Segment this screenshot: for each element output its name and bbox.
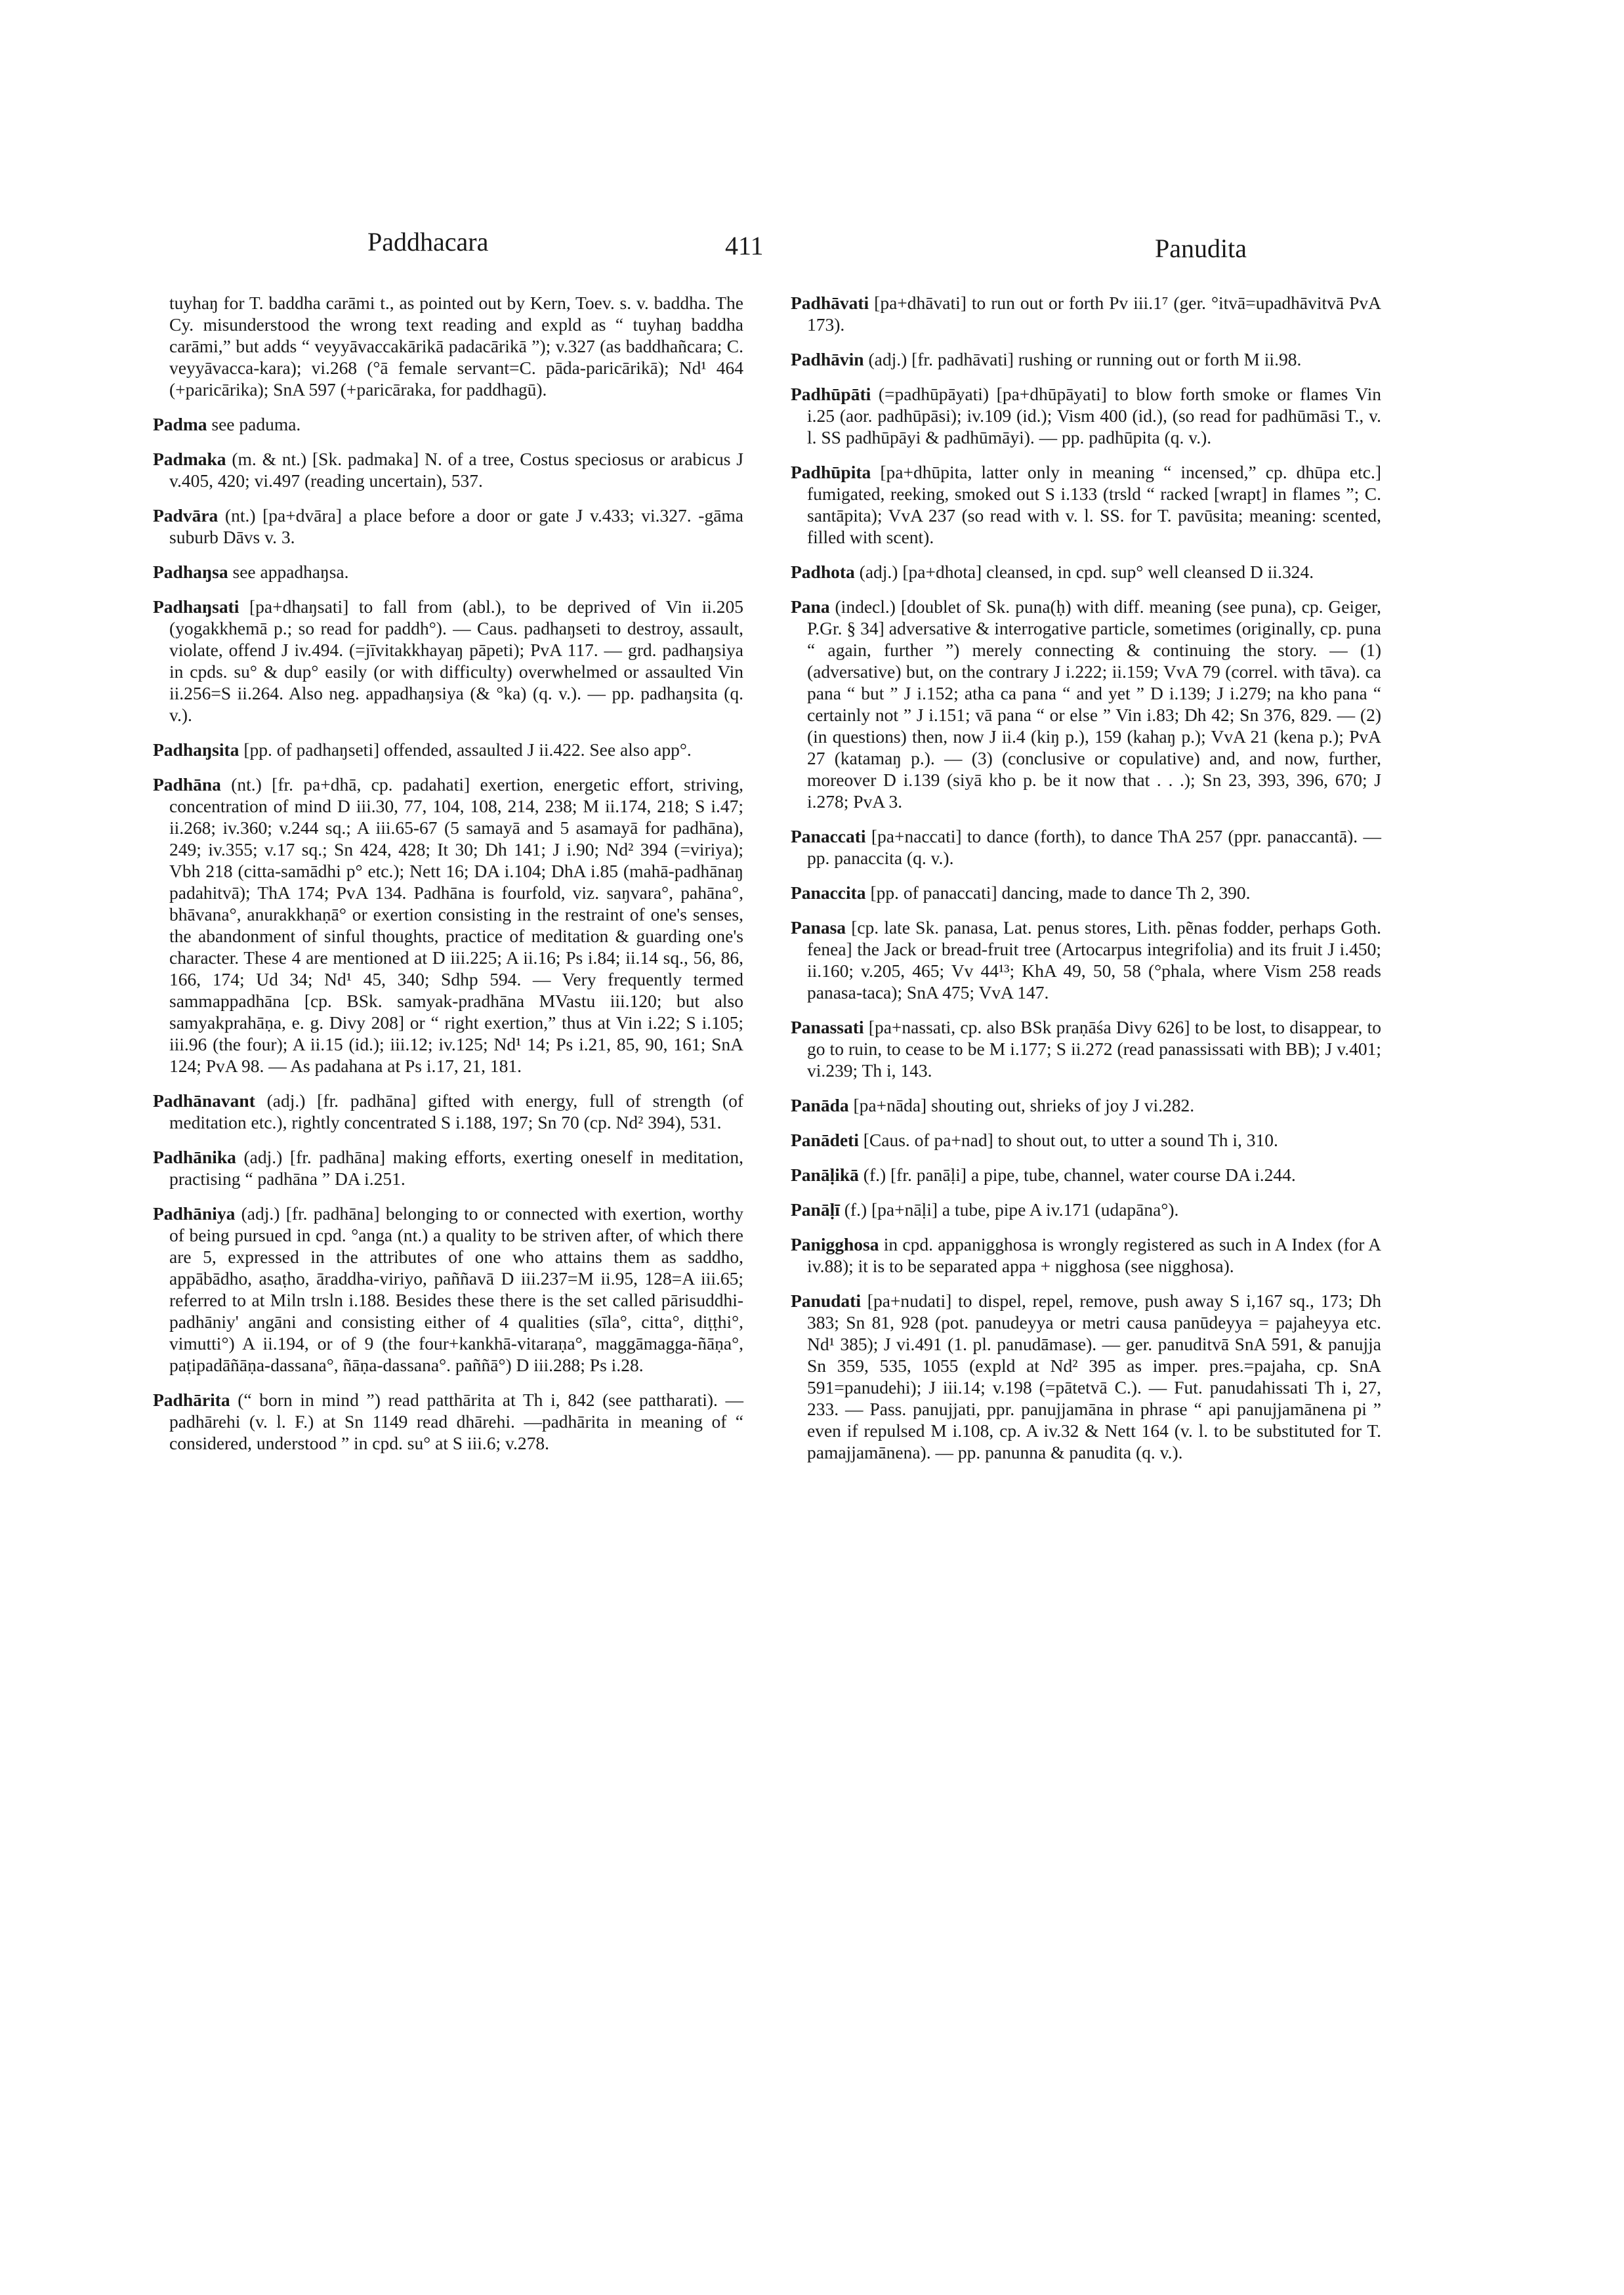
- dictionary-entry: [153, 413, 743, 435]
- entry-text: (f.) [pa+nāḷi] a tube, pipe A iv.171 (udapāna°).: [839, 1199, 1179, 1220]
- entry-text: [pp. of panaccati] dancing, made to dance Th 2, 390.: [865, 882, 1251, 903]
- entry-text: [pp. of padhaŋseti] offended, assaulted J ii.422. See also app°.: [239, 739, 692, 760]
- dictionary-entry: [153, 774, 743, 1077]
- entry-headword: Padhāvin: [791, 349, 864, 369]
- dictionary-entry: [153, 292, 743, 400]
- entry-text: (“ born in mind ”) read patthārita at Th i, 842 (see pattharati). —padhārehi (v. l. F.) at Sn 1149 read dhārehi. —padhārita in meaning of “ considered, understood ” in cpd. su° at S iii.6; v.278.: [169, 1390, 743, 1453]
- entry-headword: Padhāniya: [153, 1203, 236, 1224]
- dictionary-entry: [153, 505, 743, 548]
- entry-headword: Panāda: [791, 1095, 849, 1115]
- dictionary-entry: [153, 561, 743, 583]
- entry-text: (f.) [fr. panāḷi] a pipe, tube, channel, water course DA i.244.: [858, 1165, 1296, 1185]
- dictionary-entry: [153, 448, 743, 491]
- dictionary-entry: [791, 882, 1381, 903]
- dictionary-entry: [153, 1146, 743, 1189]
- entry-headword: Panāḷī: [791, 1199, 840, 1220]
- entry-headword: Panudati: [791, 1291, 861, 1311]
- entry-headword: Panaccita: [791, 882, 866, 903]
- dictionary-entry: [791, 348, 1381, 370]
- entry-text: (indecl.) [doublet of Sk. puna(ḥ) with diff. meaning (see puna), cp. Geiger, P.Gr. § 34] adversative & interrogative particle, sometimes (originally, cp. puna “ again, further ”) merely connecting & continuing the story. — (1) (adversative) but, on the contrary J i.222; ii.159; VvA 79 (correl. with tāva). ca pana “ but ” J i.152; atha ca pana “ and yet ” D i.139; J i.279; na kho pana “ certainly not ” J i.151; vā pana “ or else ” Vin i.83; Dh 42; Sn 376, 829. — (2) (in questions) then, now J ii.4 (kiŋ p.), 159 (kahaŋ p.); VvA 21 (kena p.); PvA 27 (katamaŋ p.). — (3) (conclusive or copulative) and, and now, further, moreover D i.139 (siyā kho p. be it now that . . .); Sn 23, 393, 396, 670; J i.278; PvA 3.: [807, 596, 1381, 812]
- dictionary-entry: [791, 1094, 1381, 1116]
- entry-headword: Padhānavant: [153, 1090, 255, 1111]
- entry-text: (nt.) [fr. pa+dhā, cp. padahati] exertion, energetic effort, striving, concentration of mind D iii.30, 77, 104, 108, 214, 238; M ii.174, 218; S i.47; ii.268; iv.360; v.244 sq.; A iii.65-67 (5 samayā and 5 asamayā for padhāna), 249; iv.355; v.17 sq.; Sn 424, 428; It 30; Dh 141; J i.90; Nd² 394 (=viriya); Vbh 218 (citta-samādhi p° etc.); Nett 16; DA i.104; DhA i.85 (mahā-padhānaŋ padahitvā); ThA 174; PvA 134. Padhāna is fourfold, viz. saŋvara°, pahāna°, bhāvana°, anurakkhaṇā° or exertion consisting in the restraint of one's senses, the abandonment of sinful thoughts, practice of meditation & guarding one's character. These 4 are mentioned at D iii.225; A ii.16; Ps i.84; ii.14 sq., 56, 86, 166, 174; Ud 34; Nd¹ 45, 340; Sdhp 594. — Very frequently termed sammappadhāna [cp. BSk. samyak-pradhāna MVastu iii.120; but also samyakprahāṇa, e. g. Divy 208] or “ right exertion,” thus at Vin i.22; S i.105; iii.96 (the four); A ii.15 (id.); iii.12; iv.125; Nd¹ 14; Ps i.21, 85, 90, 161; SnA 124; PvA 98. — As padahana at Ps i.17, 21, 181.: [169, 774, 743, 1076]
- dictionary-entry: [791, 1199, 1381, 1220]
- entry-text: [pa+dhūpita, latter only in meaning “ incensed,” cp. dhūpa etc.] fumigated, reeking, smoked out S i.133 (trsld “ racked [wrapt] in flames ”; C. santāpita); VvA 237 (so read with v. l. SS. for T. pavūsita; meaning: scented, filled with scent).: [807, 462, 1381, 547]
- dictionary-entry: [153, 1090, 743, 1133]
- entry-headword: Padhūpita: [791, 462, 871, 482]
- entry-headword: Padhūpāti: [791, 384, 871, 404]
- entry-text: [pa+nāda] shouting out, shrieks of joy J vi.282.: [848, 1095, 1195, 1115]
- entry-headword: Panasa: [791, 917, 846, 938]
- dictionary-entry: [791, 1164, 1381, 1186]
- entry-headword: Padvāra: [153, 505, 219, 526]
- entry-text: [pa+naccati] to dance (forth), to dance ThA 257 (ppr. panaccantā). — pp. panaccita (q. v.).: [807, 826, 1381, 868]
- entry-text: (m. & nt.) [Sk. padmaka] N. of a tree, Costus speciosus or arabicus J v.405, 420; vi.497 (reading uncertain), 537.: [169, 449, 743, 491]
- entry-text: [Caus. of pa+nad] to shout out, to utter a sound Th i, 310.: [858, 1130, 1278, 1150]
- dictionary-entry: [791, 596, 1381, 812]
- dictionary-entry: [153, 596, 743, 726]
- entry-text: (adj.) [fr. padhāna] making efforts, exerting oneself in meditation, practising “ padhāna ” DA i.251.: [169, 1147, 743, 1189]
- entry-headword: Padhaŋsati: [153, 596, 239, 617]
- entry-text: see paduma.: [207, 414, 301, 434]
- entry-headword: Panāḷikā: [791, 1165, 859, 1185]
- entry-text: [cp. late Sk. panasa, Lat. penus stores, Lith. pẽnas fodder, perhaps Goth. fenea] the Jack or bread-fruit tree (Artocarpus integrifolia) and its fruit J i.450; ii.160; v.205, 465; Vv 44¹³; KhA 49, 50, 58 (°phala, where Vism 258 reads panasa-taca); SnA 475; VvA 147.: [807, 917, 1381, 1003]
- entry-text: (nt.) [pa+dvāra] a place before a door or gate J v.433; vi.327. -gāma suburb Dāvs v. 3.: [169, 505, 743, 547]
- entry-headword: Padhaŋsita: [153, 739, 239, 760]
- entry-text: (adj.) [pa+dhota] cleansed, in cpd. sup° well cleansed D ii.324.: [854, 562, 1314, 582]
- entry-headword: Panaccati: [791, 826, 866, 846]
- dictionary-entry: [791, 825, 1381, 869]
- entry-headword: Panādeti: [791, 1130, 859, 1150]
- entry-headword: Panigghosa: [791, 1234, 879, 1254]
- dictionary-entry: [791, 1129, 1381, 1151]
- entry-headword: Pana: [791, 596, 830, 617]
- right-column: [791, 292, 1381, 1476]
- entry-headword: Padhārita: [153, 1390, 230, 1410]
- entry-text: (adj.) [fr. padhāna] belonging to or connected with exertion, worthy of being pursued in cpd. °anga (nt.) a quality to be striven after, of which there are 5, expressed in the attributes of one who attains them as saddho, appābādho, asaṭho, āraddha-viriyo, paññavā D iii.237=M ii.95, 128=A iii.65; referred to at Miln trsln i.188. Besides these there is the set called pārisuddhi-padhāniy' angāni and consisting either of 4 qualities (sīla°, citta°, diṭṭhi°, vimutti°) A ii.194, or of 9 (the four+kankhā-vitaraṇa°, maggāmagga-ñāṇa°, paṭipadāñāṇa-dassana°, ñāṇa-dassana°. paññā°) D iii.288; Ps i.28.: [169, 1203, 743, 1375]
- entry-headword: Padma: [153, 414, 207, 434]
- dictionary-entry: [153, 1203, 743, 1376]
- dictionary-entry: [791, 1233, 1381, 1277]
- entry-headword: Padhāvati: [791, 293, 869, 313]
- dictionary-entry: [791, 292, 1381, 335]
- entry-text: (adj.) [fr. padhāna] gifted with energy, full of strength (of meditation etc.), rightly concentrated S i.188, 197; Sn 70 (cp. Nd² 394), 531.: [169, 1090, 743, 1132]
- entry-text: [pa+nudati] to dispel, repel, remove, push away S i,167 sq., 173; Dh 383; Sn 81, 928 (pot. panudeyya or metri causa panūdeyya = pajaheyya etc. Nd¹ 385); J vi.491 (1. pl. panudāmase). — ger. panuditvā SnA 591, & panujja Sn 359, 535, 1055 (expld at Nd² 395 as imper. pres.=pajaha, cp. SnA 591=panudehi); J iii.14; v.198 (=pātetvā C.). — Fut. panudahissati Th i, 27, 233. — Pass. panujjati, ppr. panujjamāna in phrase “ api panujjamānena pi ” even if repulsed M i.108, cp. A iv.32 & Nett 164 (v. l. to be substituted for T. pamajjamānena). — pp. panunna & panudita (q. v.).: [807, 1291, 1381, 1462]
- entry-text: (=padhūpāyati) [pa+dhūpāyati] to blow forth smoke or flames Vin i.25 (aor. padhūpāsi); iv.109 (id.); Vism 400 (id.), (so read for padhūmāsi T., v. l. SS padhūpāyi & padhūmāyi). — pp. padhūpita (q. v.).: [807, 384, 1381, 447]
- dictionary-entry: [791, 561, 1381, 583]
- entry-text: in cpd. appanigghosa is wrongly registered as such in A Index (for A iv.88); it is to be separated appa + nigghosa (see nigghosa).: [807, 1234, 1381, 1276]
- dictionary-entry: [791, 383, 1381, 448]
- entry-headword: Padhaŋsa: [153, 562, 228, 582]
- entry-headword: Padhāna: [153, 774, 221, 795]
- entry-headword: Padhānika: [153, 1147, 236, 1167]
- entry-text: see appadhaŋsa.: [228, 562, 349, 582]
- left-column: [153, 292, 743, 1467]
- entry-headword: Padmaka: [153, 449, 226, 469]
- page-number: 411: [725, 231, 764, 260]
- dictionary-entry: [791, 917, 1381, 1003]
- entry-text: [pa+nassati, cp. also BSk praṇāśa Divy 626] to be lost, to disappear, to go to ruin, to cease to be M i.177; S ii.272 (read panassissati with BB); J v.401; vi.239; Th i, 143.: [807, 1017, 1381, 1081]
- entry-text: tuyhaŋ for T. baddha carāmi t., as pointed out by Kern, Toev. s. v. baddha. The Cy. misunderstood the wrong text reading and expld as “ tuyhaŋ baddha carāmi,” but adds “ veyyāvaccakārikā padacārikā ”); v.327 (as baddhañcara; C. veyyāvacca-kara); vi.268 (°ā female servant=C. pāda-paricārikā); Nd¹ 464 (+paricārika); SnA 597 (+paricāraka, for paddhagū).: [169, 293, 743, 400]
- header-left-word: Paddhacara: [367, 227, 489, 257]
- entry-text: (adj.) [fr. padhāvati] rushing or running out or forth M ii.98.: [864, 349, 1302, 369]
- dictionary-entry: [153, 1389, 743, 1454]
- entry-text: [pa+dhāvati] to run out or forth Pv iii.1⁷ (ger. °itvā=upadhāvitvā PvA 173).: [807, 293, 1381, 335]
- dictionary-entry: [791, 461, 1381, 548]
- entry-headword: Panassati: [791, 1017, 864, 1037]
- entry-text: [pa+dhaŋsati] to fall from (abl.), to be deprived of Vin ii.205 (yogakkhemā p.; so read for paddh°). — Caus. padhaŋseti to destroy, assault, violate, offend J iv.494. (=jīvitakkhayaŋ pāpeti); PvA 117. — grd. padhaŋsiya in cpds. su° & dup° easily (or with difficulty) overwhelmed or assaulted Vin ii.256=S ii.264. Also neg. appadhaŋsiya (& °ka) (q. v.). — pp. padhaŋsita (q. v.).: [169, 596, 743, 725]
- dictionary-entry: [791, 1290, 1381, 1463]
- dictionary-entry: [153, 739, 743, 760]
- dictionary-entry: [791, 1016, 1381, 1081]
- header-right-word: Panudita: [1155, 234, 1247, 263]
- entry-headword: Padhota: [791, 562, 855, 582]
- running-header: [367, 226, 1247, 279]
